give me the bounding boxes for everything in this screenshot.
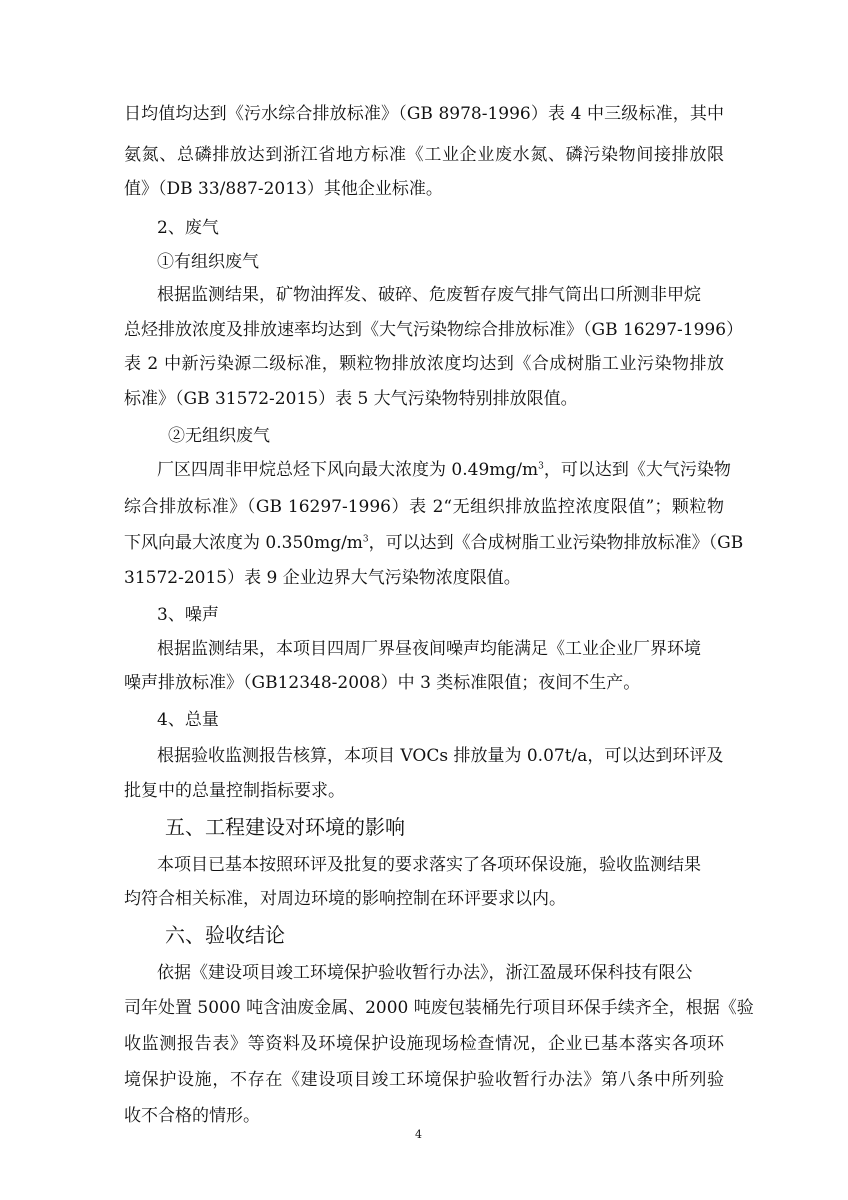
text-line: 本项目已基本按照环评及批复的要求落实了各项环保设施，验收监测结果 <box>157 855 701 875</box>
section-label-noise: 3、噪声 <box>157 605 219 625</box>
section-label-total: 4、总量 <box>157 710 219 730</box>
text-line: 收不合格的情形。 <box>124 1106 260 1126</box>
section-label-waste-gas: 2、废气 <box>157 218 219 238</box>
unit-superscript: 3 <box>538 461 544 472</box>
text-line: 日均值均达到《污水综合排放标准》（GB 8978-1996）表 4 中三级标准，其中 <box>124 104 724 124</box>
page-number: 4 <box>415 1128 422 1141</box>
text-line: 噪声排放标准》（GB12348-2008）中 3 类标准限值；夜间不生产。 <box>124 673 641 693</box>
text-fragment: ，可以达到《合成树脂工业污染物排放标准》（GB <box>368 533 744 553</box>
text-line: 氨氮、总磷排放达到浙江省地方标准《工业企业废水氮、磷污染物间接排放限 <box>124 145 724 165</box>
text-line: 依据《建设项目竣工环境保护验收暂行办法》，浙江盈晟环保科技有限公 <box>157 963 693 983</box>
text-line: 司年处置 5000 吨含油废金属、2000 吨废包装桶先行项目环保手续齐全，根据《验 <box>124 998 754 1018</box>
subsection-label-organized: ①有组织废气 <box>157 252 259 272</box>
heading-section-5: 五、工程建设对环境的影响 <box>165 815 405 839</box>
text-line: 标准》（GB 31572-2015）表 5 大气污染物特别排放限值。 <box>124 389 578 409</box>
text-line: 根据监测结果，矿物油挥发、破碎、危废暂存废气排气筒出口所测非甲烷 <box>157 285 701 305</box>
text-line: 根据监测结果，本项目四周厂界昼夜间噪声均能满足《工业企业厂界环境 <box>157 639 701 659</box>
text-line: 境保护设施，不存在《建设项目竣工环境保护验收暂行办法》第八条中所列验 <box>124 1070 724 1090</box>
heading-section-6: 六、验收结论 <box>165 923 285 947</box>
text-fragment: ，可以达到《大气污染物 <box>543 460 731 480</box>
text-line: 收监测报告表》等资料及环境保护设施现场检查情况，企业已基本落实各项环 <box>124 1034 724 1054</box>
text-line: 总烃排放浓度及排放速率均达到《大气污染物综合排放标准》（GB 16297-1996） <box>124 320 744 340</box>
text-line: 表 2 中新污染源二级标准，颗粒物排放浓度均达到《合成树脂工业污染物排放 <box>124 354 724 374</box>
text-line <box>157 458 731 482</box>
text-fragment: 厂区四周非甲烷总烃下风向最大浓度为 0.49mg/m <box>157 460 539 480</box>
text-line: 批复中的总量控制指标要求。 <box>124 781 345 801</box>
subsection-label-unorganized: ②无组织废气 <box>168 426 270 446</box>
text-line: 根据验收监测报告核算，本项目 VOCs 排放量为 0.07t/a，可以达到环评及 <box>157 746 724 766</box>
text-line: 综合排放标准》（GB 16297-1996）表 2“无组织排放监控浓度限值”；颗粒物 <box>124 497 724 517</box>
text-line: 均符合相关标准，对周边环境的影响控制在环评要求以内。 <box>124 889 566 909</box>
unit-superscript: 3 <box>362 534 369 545</box>
text-fragment: 下风向最大浓度为 0.350mg/m <box>124 533 363 553</box>
text-line: 值》（DB 33/887-2013）其他企业标准。 <box>124 179 443 199</box>
text-line <box>124 531 744 555</box>
text-line: 31572-2015）表 9 企业边界大气污染物浓度限值。 <box>124 568 521 588</box>
